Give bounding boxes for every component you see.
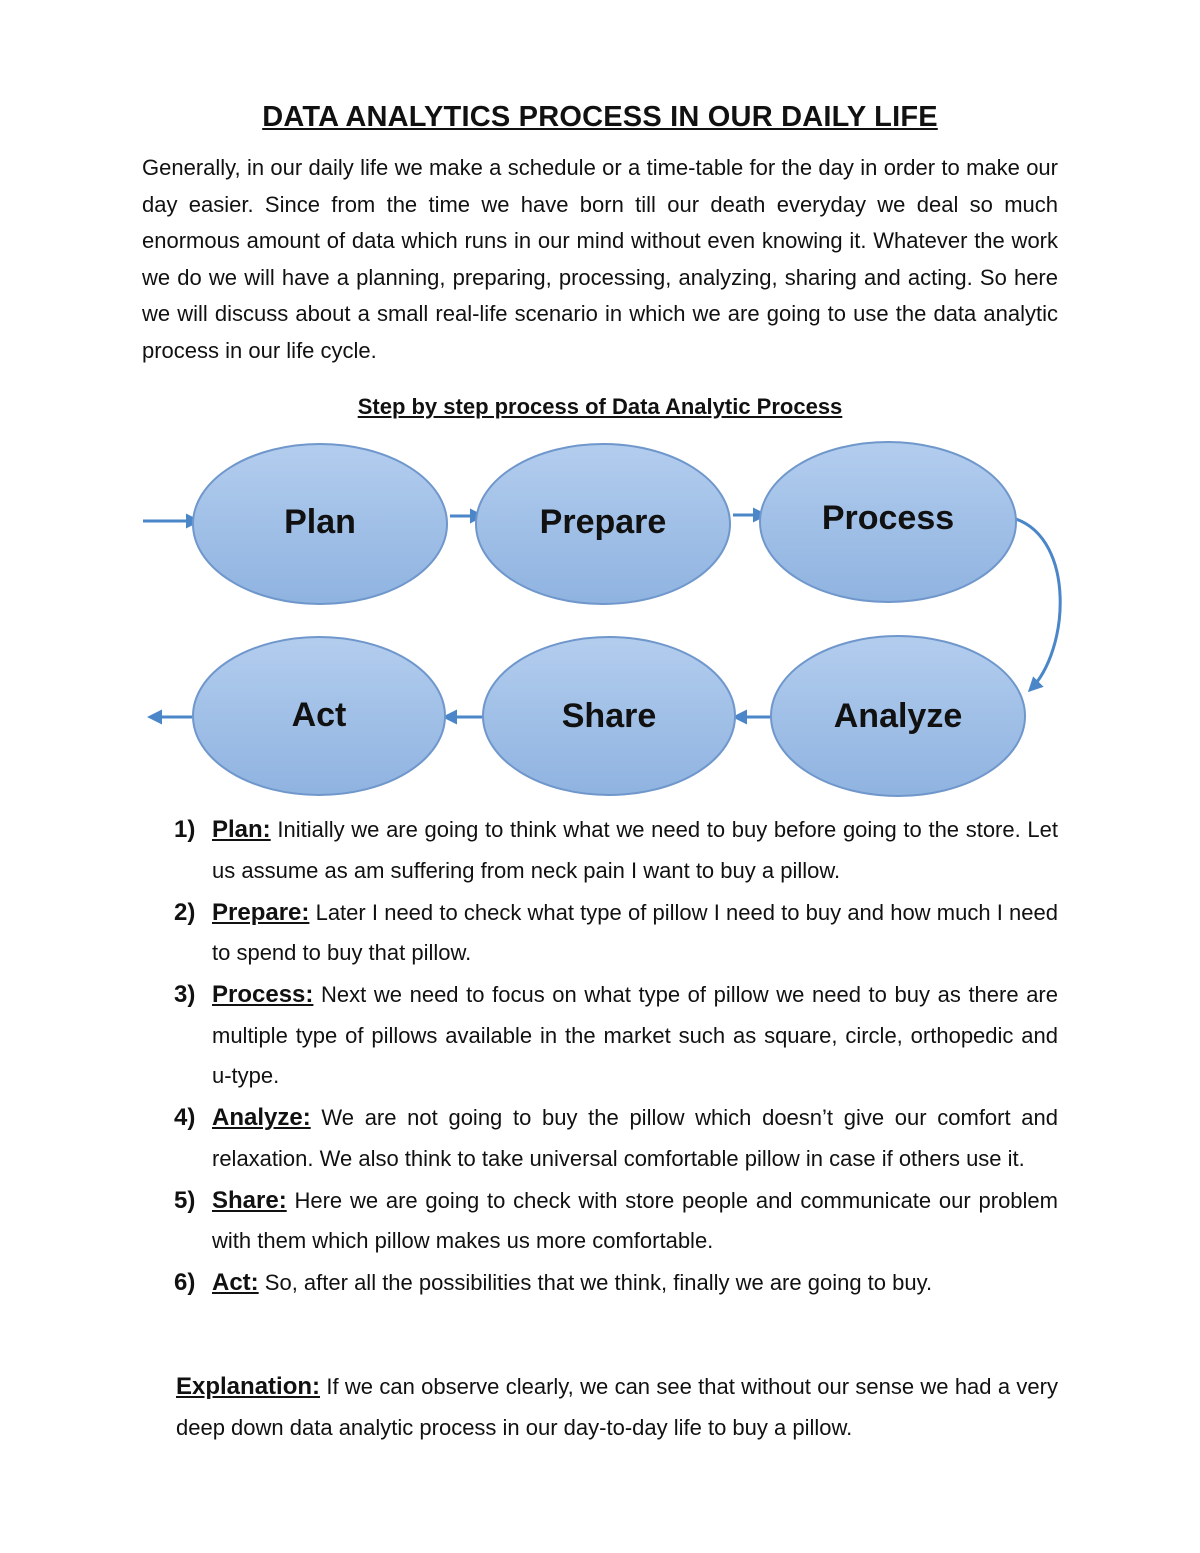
step-number: 1) — [174, 816, 196, 843]
node-analyze-label: Analyze — [833, 696, 963, 735]
step-number: 6) — [174, 1269, 196, 1296]
process-to-analyze-arrow — [1016, 519, 1060, 690]
node-plan — [193, 444, 447, 604]
step-label: Share: — [212, 1186, 287, 1214]
step-text: We are not going to buy the pillow which doesn’t give our comfort and relaxation. We also think to take universal comfortable pillow in case if others use it. — [212, 1105, 1058, 1171]
node-prepare — [476, 444, 730, 604]
node-act-label: Act — [291, 695, 347, 734]
intro-paragraph: Generally, in our daily life we make a schedule or a time-table for the day in order to make our day easier. Since from the time we have born till our death everyday we deal so much enormous amount of data which runs in our mind without even knowing it. Whatever the work we do we will have a planning, preparing, processing, analyzing, sharing and acting. So here we will discuss about a small real-life scenario in which we are going to use the data analytic process in our life cycle. — [142, 155, 1058, 363]
step-item-analyze — [172, 1098, 1058, 1179]
node-share — [483, 637, 735, 795]
explanation-label: Explanation: — [176, 1373, 321, 1400]
step-item-prepare — [172, 893, 1058, 974]
step-item-act — [172, 1263, 1058, 1304]
page-title: DATA ANALYTICS PROCESS IN OUR DAILY LIFE — [262, 101, 938, 134]
node-act — [193, 637, 445, 795]
steps-list — [172, 810, 1058, 1305]
node-share-label: Share — [561, 696, 657, 735]
explanation-text: If we can observe clearly, we can see that without our sense we had a very deep down data analytic process in our day-to-day life to buy a pillow. — [176, 1374, 1058, 1440]
step-number: 5) — [174, 1186, 196, 1214]
step-label: Prepare: — [212, 898, 310, 926]
step-label: Analyze: — [212, 1104, 311, 1131]
step-number: 4) — [174, 1104, 196, 1131]
step-item-share — [172, 1181, 1058, 1262]
node-process-label: Process — [821, 498, 955, 537]
step-text: Here we are going to check with store people and communicate our problem with them which pillow makes us more comfortable. — [212, 1187, 1058, 1253]
node-prepare-label: Prepare — [539, 502, 667, 541]
step-text: Initially we are going to think what we need to buy before going to the store. Let us assume as am suffering from neck pain I want to buy a pillow. — [212, 817, 1058, 883]
node-plan-label: Plan — [284, 502, 356, 541]
node-process — [760, 442, 1016, 602]
node-analyze — [771, 636, 1025, 796]
step-text: So, after all the possibilities that we think, finally we are going to buy. — [264, 1270, 933, 1295]
step-item-plan — [172, 810, 1058, 891]
diagram-title: Step by step process of Data Analytic Process — [357, 394, 843, 419]
step-text: Next we need to focus on what type of pillow we need to buy as there are multiple type of pillows available in the market such as square, circle, orthopedic and u-type. — [212, 982, 1058, 1088]
step-item-process — [172, 975, 1058, 1097]
step-label: Process: — [212, 981, 314, 1008]
step-number: 3) — [174, 981, 196, 1008]
process-flow-diagram — [0, 430, 1200, 810]
step-number: 2) — [174, 898, 196, 926]
step-label: Plan: — [212, 816, 271, 843]
step-text: Later I need to check what type of pillow I need to buy and how much I need to spend to buy that pillow. — [212, 899, 1058, 965]
explanation-paragraph — [176, 1366, 1058, 1448]
step-label: Act: — [212, 1269, 259, 1296]
